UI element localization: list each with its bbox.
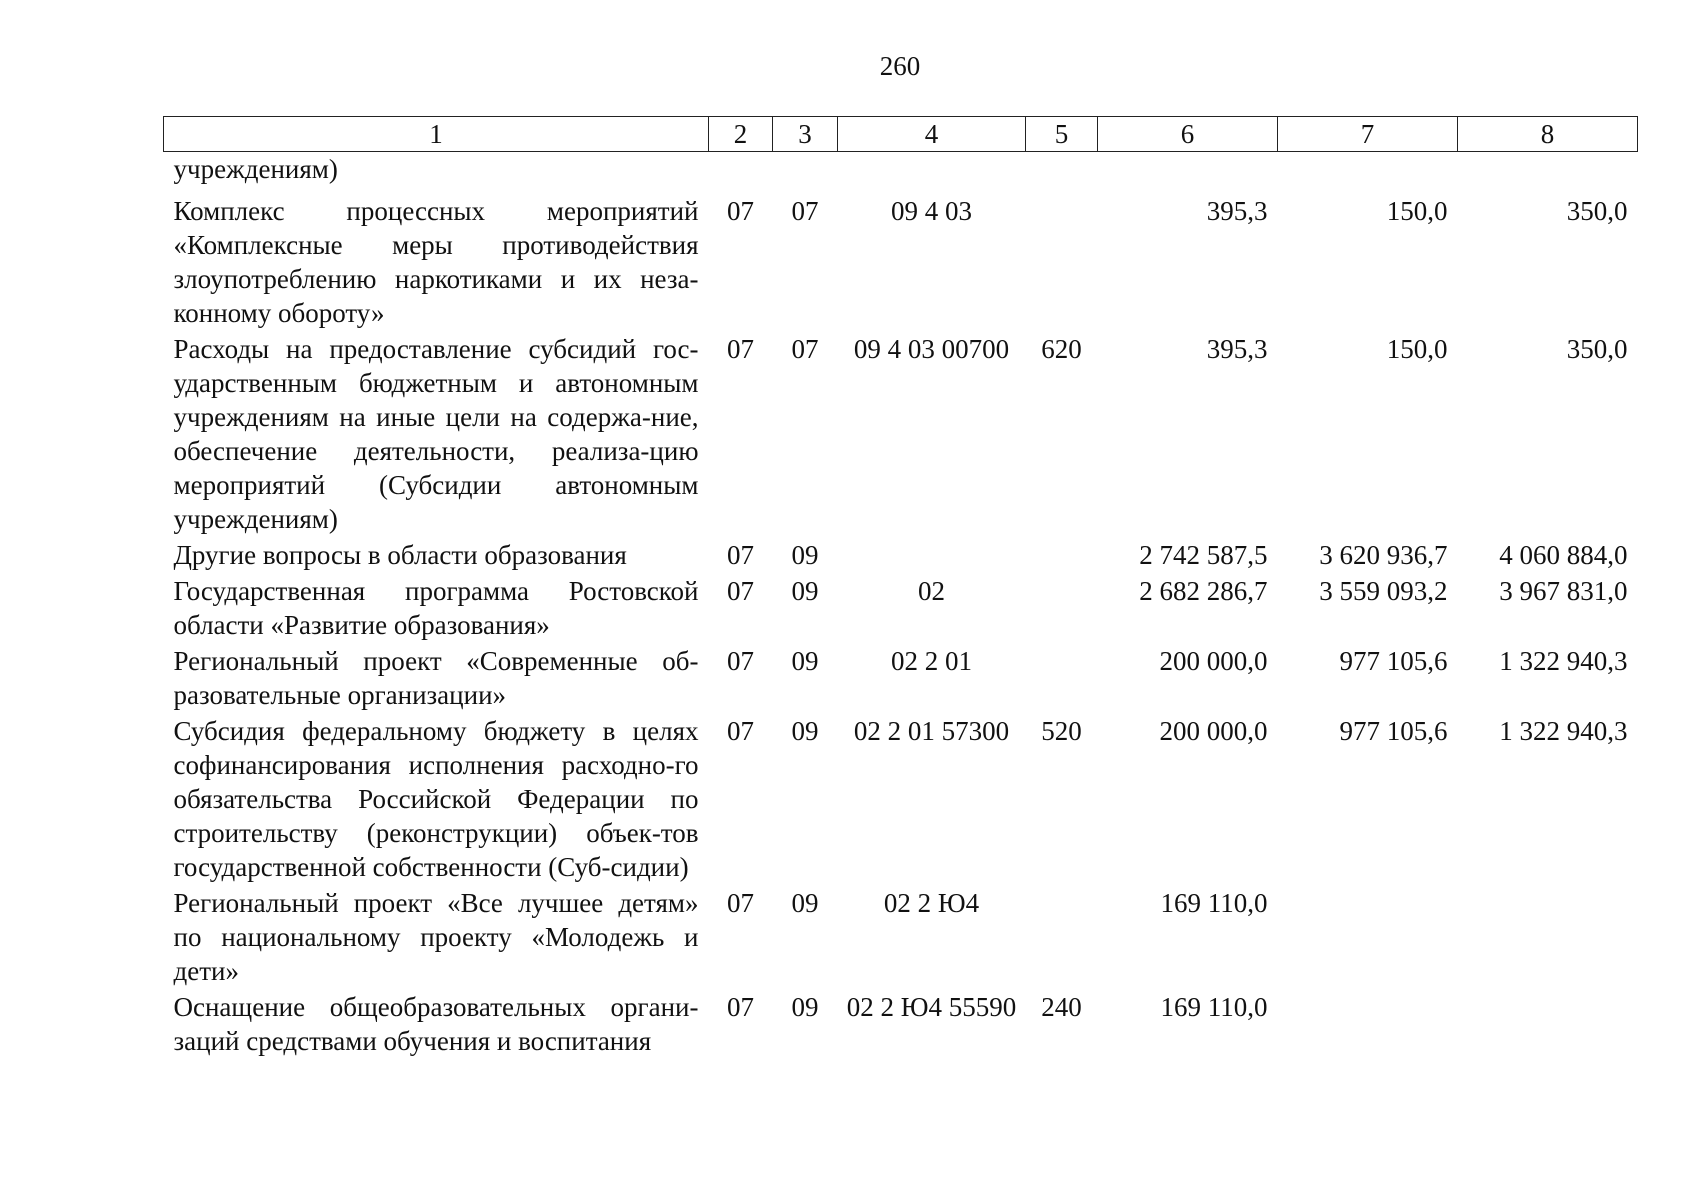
column-header-8: 8	[1458, 117, 1638, 152]
column-header-1: 1	[164, 117, 709, 152]
row-amount-8: 3 967 831,0	[1499, 576, 1628, 606]
row-subsection: 09	[791, 888, 819, 918]
row-name: Государственная программа Ростовской области «Развитие образования»	[173, 576, 699, 640]
row-amount-6: 2 682 286,7	[1139, 576, 1268, 606]
row-amount-7	[1278, 990, 1458, 1060]
row-name: Комплекс процессных мероприятий «Комплексные меры противодействия злоупотреблению наркотиками и их неза-конному обороту»	[173, 196, 699, 328]
row-amount-7: 150,0	[1386, 334, 1448, 364]
row-amount-8: 4 060 884,0	[1499, 540, 1628, 570]
row-target-article: 02 2 Ю4 55590	[846, 992, 1017, 1022]
table-row	[164, 188, 1638, 332]
page-number: 260	[879, 51, 921, 81]
row-target-article: 02 2 Ю4	[883, 888, 980, 918]
row-amount-8: 350,0	[1566, 196, 1628, 226]
column-header-7: 7	[1278, 117, 1458, 152]
row-amount-7: 977 105,6	[1339, 716, 1448, 746]
row-subsection: 07	[791, 334, 819, 364]
row-expense-type	[1026, 538, 1098, 574]
table-row	[164, 574, 1638, 644]
row-target-article: 02 2 01	[891, 646, 972, 676]
row-target-article: 02 2 01 57300	[853, 716, 1010, 746]
row-section: 07	[727, 196, 754, 226]
row-name: Оснащение общеобразовательных органи-заций средствами обучения и воспитания	[173, 992, 699, 1056]
row-amount-6	[1098, 152, 1278, 189]
row-amount-8: 1 322 940,3	[1499, 646, 1628, 676]
row-amount-7: 977 105,6	[1339, 646, 1448, 676]
row-amount-7	[1278, 152, 1458, 189]
budget-table	[163, 116, 1638, 1060]
row-expense-type	[1026, 886, 1098, 990]
row-amount-6: 169 110,0	[1160, 992, 1268, 1022]
row-expense-type: 620	[1041, 334, 1082, 364]
row-amount-7: 3 620 936,7	[1319, 540, 1448, 570]
row-name: Другие вопросы в области образования	[173, 540, 627, 570]
row-expense-type	[1026, 152, 1098, 189]
table-row	[164, 538, 1638, 574]
row-amount-8	[1458, 886, 1638, 990]
row-section	[709, 152, 773, 189]
table-row	[164, 332, 1638, 538]
row-name: Субсидия федеральному бюджету в целях софинансирования исполнения расходно-го обязательства Российской Федерации по строительству (реконструкции) объек-тов государственной собственности (Суб-сидии)	[173, 716, 699, 882]
row-amount-7: 150,0	[1386, 196, 1448, 226]
row-amount-6: 395,3	[1206, 334, 1268, 364]
row-amount-7: 3 559 093,2	[1319, 576, 1448, 606]
column-header-2: 2	[709, 117, 773, 152]
row-section: 07	[727, 334, 754, 364]
row-subsection: 09	[791, 716, 819, 746]
row-amount-6: 169 110,0	[1160, 888, 1268, 918]
row-name: Региональный проект «Все лучшее детям» по национальному проекту «Молодежь и дети»	[173, 888, 699, 986]
column-header-6: 6	[1098, 117, 1278, 152]
row-section: 07	[727, 646, 754, 676]
row-name: учреждениям)	[173, 154, 338, 184]
row-subsection	[773, 152, 838, 189]
row-target-article	[838, 538, 1026, 574]
row-subsection: 09	[791, 646, 819, 676]
row-amount-6: 2 742 587,5	[1139, 540, 1268, 570]
column-header-5: 5	[1026, 117, 1098, 152]
row-section: 07	[727, 888, 754, 918]
row-section: 07	[727, 576, 754, 606]
row-amount-7	[1278, 886, 1458, 990]
table-row	[164, 152, 1638, 189]
table-row	[164, 886, 1638, 990]
column-header-3: 3	[773, 117, 838, 152]
row-target-article: 09 4 03 00700	[853, 334, 1010, 364]
row-target-article	[838, 152, 1026, 189]
table-row	[164, 990, 1638, 1060]
row-name: Расходы на предоставление субсидий гос-ударственным бюджетным и автономным учреждениям на иные цели на содержа-ние, обеспечение деятельности, реализа-цию мероприятий (Субсидии автономным учреждениям)	[173, 334, 699, 534]
row-expense-type: 520	[1041, 716, 1082, 746]
row-subsection: 07	[791, 196, 819, 226]
row-name: Региональный проект «Современные об-разовательные организации»	[173, 646, 699, 710]
row-target-article: 09 4 03	[891, 196, 972, 226]
column-header-4: 4	[838, 117, 1026, 152]
row-section: 07	[727, 716, 754, 746]
row-subsection: 09	[791, 992, 819, 1022]
row-section: 07	[727, 540, 754, 570]
row-amount-6: 200 000,0	[1159, 716, 1268, 746]
row-section: 07	[727, 992, 754, 1022]
row-amount-6: 200 000,0	[1159, 646, 1268, 676]
row-amount-8	[1458, 990, 1638, 1060]
row-amount-6: 395,3	[1206, 196, 1268, 226]
row-target-article: 02	[918, 576, 945, 606]
row-amount-8: 1 322 940,3	[1499, 716, 1628, 746]
row-expense-type: 240	[1041, 992, 1082, 1022]
row-subsection: 09	[791, 540, 819, 570]
row-amount-8: 350,0	[1566, 334, 1628, 364]
table-row	[164, 714, 1638, 886]
row-subsection: 09	[791, 576, 819, 606]
row-expense-type	[1026, 574, 1098, 644]
header-row	[164, 117, 1638, 152]
table-row	[164, 644, 1638, 714]
row-amount-8	[1458, 152, 1638, 189]
row-expense-type	[1026, 188, 1098, 332]
row-expense-type	[1026, 644, 1098, 714]
